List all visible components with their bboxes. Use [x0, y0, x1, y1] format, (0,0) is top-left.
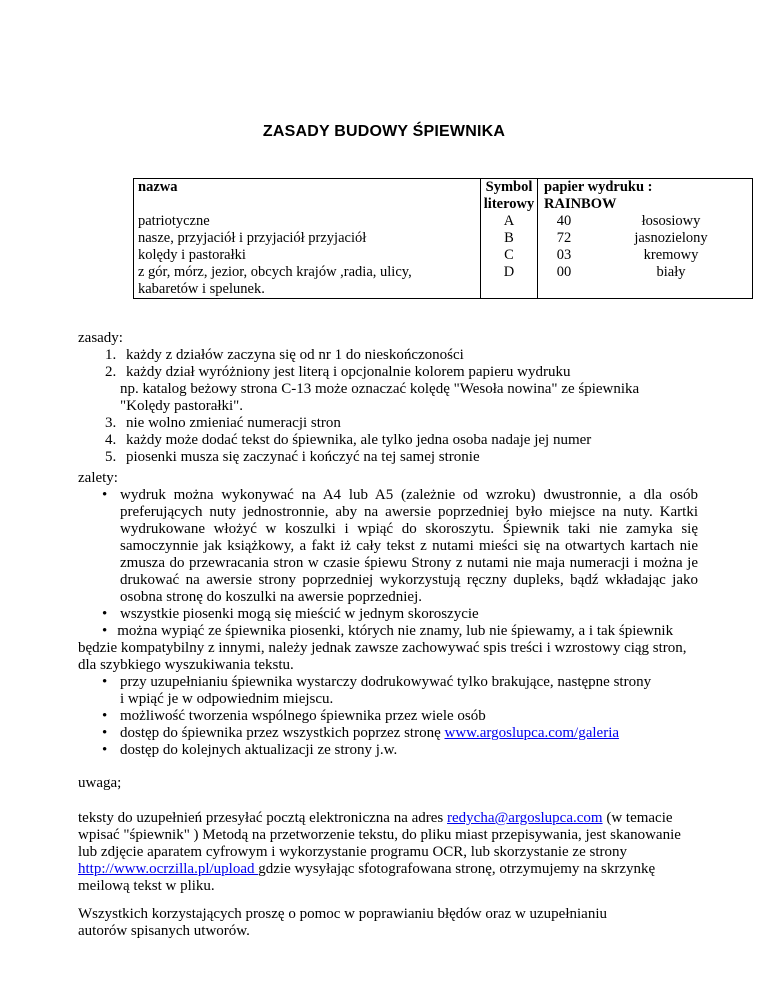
- category-symbol: C: [504, 247, 514, 263]
- ocrzilla-link[interactable]: http://www.ocrzilla.pl/upload: [78, 861, 259, 877]
- paper-row: [538, 213, 752, 230]
- category-name: z gór, mórz, jezior, obcych krajów ,radia, ulicy, kabaretów i spelunek.: [138, 264, 412, 297]
- list-item-wrapped: • można wypiąć ze śpiewnika piosenki, których nie znamy, lub nie śpiewamy, a i tak śpiewnik będzie kompatybilny z innymi, należy jednak zawsze zachowywać spis treści i wzrostowy ciąg stron, dla szybkiego wyszukiwania tekstu.: [78, 623, 687, 673]
- paper-row: [538, 230, 752, 247]
- list-item: [120, 364, 698, 415]
- category-symbol: D: [503, 264, 515, 280]
- zasady-heading: zasady:: [78, 330, 123, 346]
- list-item: • wydruk można wykonywać na A4 lub A5 (zależnie od wzroku) dwustronnie, a dla osób preferujących nuty jednostronnie, aby na awersie poprzedniej było miejsce na nuty. Kartki wydrukowane włożyć w koszulki i wpiąć do skoroszytu. Śpiewnik taki nie zamyka się samoczynnie jak książkowy, a fakt iż cały tekst z nutami mieści się na otwartych kartach nie zmusza do przewracania stron w czasie śpiewu Strony z nutami nie maja numeracji i można je drukować na awersie strony poprzedniej wykorzystują ręczny dupleks, bądź wkładając jako osobna stronę do koszulki na awersie poprzedniej.: [102, 487, 698, 605]
- email-link[interactable]: redycha@argoslupca.com: [447, 810, 603, 826]
- bullet-icon: •: [102, 606, 108, 622]
- bullet-icon: •: [102, 487, 108, 503]
- example-note: np. katalog beżowy strona C-13 może oznaczać kolędę "Wesoła nowina" ze śpiewnika "Kolędy pastorałki".: [120, 381, 640, 414]
- zalety-list: [78, 487, 698, 623]
- zalety-section: [78, 470, 698, 759]
- closing-paragraph: Wszystkich korzystających proszę o pomoc w poprawianiu błędów oraz w uzupełnianiu autorów spisanych utworów.: [78, 906, 607, 939]
- bullet-icon: •: [102, 742, 108, 758]
- list-item: • dostęp do śpiewnika przez wszystkich poprzez stronę www.argoslupca.com/galeria: [102, 725, 620, 741]
- bullet-icon: •: [102, 674, 108, 690]
- paper-number: 03: [556, 247, 572, 263]
- paper-color: łososiowy: [641, 213, 701, 229]
- paper-number: 72: [556, 230, 572, 246]
- list-item: • przy uzupełnianiu śpiewnika wystarczy dodrukowywać tylko brakujące, następne strony i wpiąć je w odpowiednim miejscu.: [102, 674, 652, 707]
- category-name: nasze, przyjaciół i przyjaciół przyjaciół: [138, 230, 367, 246]
- uwaga-heading: uwaga;: [78, 775, 122, 791]
- page-title: ZASADY BUDOWY ŚPIEWNIKA: [262, 123, 506, 140]
- zasady-section: [78, 330, 698, 466]
- paper-number: 00: [556, 264, 572, 280]
- bullet-icon: •: [102, 708, 108, 724]
- table-row: [134, 179, 753, 299]
- galeria-link[interactable]: www.argoslupca.com/galeria: [444, 725, 620, 741]
- list-item: 5. piosenki musza się zaczynać i kończyć na tej samej stronie: [120, 449, 698, 466]
- name-cell: [134, 179, 481, 299]
- paper-color: biały: [656, 264, 686, 280]
- list-item: • możliwość tworzenia wspólnego śpiewnika przez wiele osób: [102, 708, 486, 724]
- list-item: • dostęp do kolejnych aktualizacji ze strony j.w.: [102, 742, 398, 758]
- zalety-list-cont: [78, 674, 698, 759]
- category-name: patriotyczne: [138, 213, 210, 229]
- list-item-text: każdy dział wyróżniony jest literą i opcjonalnie kolorem papieru wydruku: [126, 364, 571, 380]
- symbol-cell: [481, 179, 538, 299]
- bullet-icon: •: [102, 623, 108, 639]
- category-symbol: B: [504, 230, 514, 246]
- category-table: [133, 178, 753, 299]
- paper-number: 40: [556, 213, 572, 229]
- category-name: kolędy i pastorałki: [138, 247, 246, 263]
- list-item: 4. każdy może dodać tekst do śpiewnika, ale tylko jedna osoba nadaje jej numer: [120, 432, 698, 449]
- paper-row: [538, 264, 752, 281]
- name-header: nazwa: [138, 179, 178, 195]
- category-symbol: A: [503, 213, 515, 229]
- zalety-heading: zalety:: [78, 470, 118, 486]
- list-item: 1. każdy z działów zaczyna się od nr 1 do nieskończoności: [120, 347, 698, 364]
- list-item: • wszystkie piosenki mogą się mieścić w jednym skoroszycie: [102, 606, 479, 622]
- paper-header: papier wydruku : RAINBOW: [544, 179, 653, 212]
- paper-color: jasnozielony: [634, 230, 708, 246]
- bullet-icon: •: [102, 725, 108, 741]
- paper-color: kremowy: [643, 247, 699, 263]
- uwaga-paragraph: teksty do uzupełnień przesyłać pocztą elektroniczna na adres redycha@argoslupca.com (w temacie wpisać "śpiewnik" ) Metodą na przetworzenie tekstu, do pliku miast przepisywania, jest skanowanie lub zdjęcie aparatem cyfrowym i wykorzystanie programu OCR, lub skorzystanie ze strony http://www.ocrzilla.pl/upload gdzie wysyłając sfotografowana stronę, otrzymujemy na skrzynkę meilową tekst w pliku.: [78, 810, 681, 894]
- paper-cell: [538, 179, 753, 299]
- paper-row: [538, 247, 752, 264]
- zasady-list: [78, 347, 698, 466]
- symbol-header: Symbol literowy: [483, 179, 535, 212]
- list-item: 3. nie wolno zmieniać numeracji stron: [120, 415, 698, 432]
